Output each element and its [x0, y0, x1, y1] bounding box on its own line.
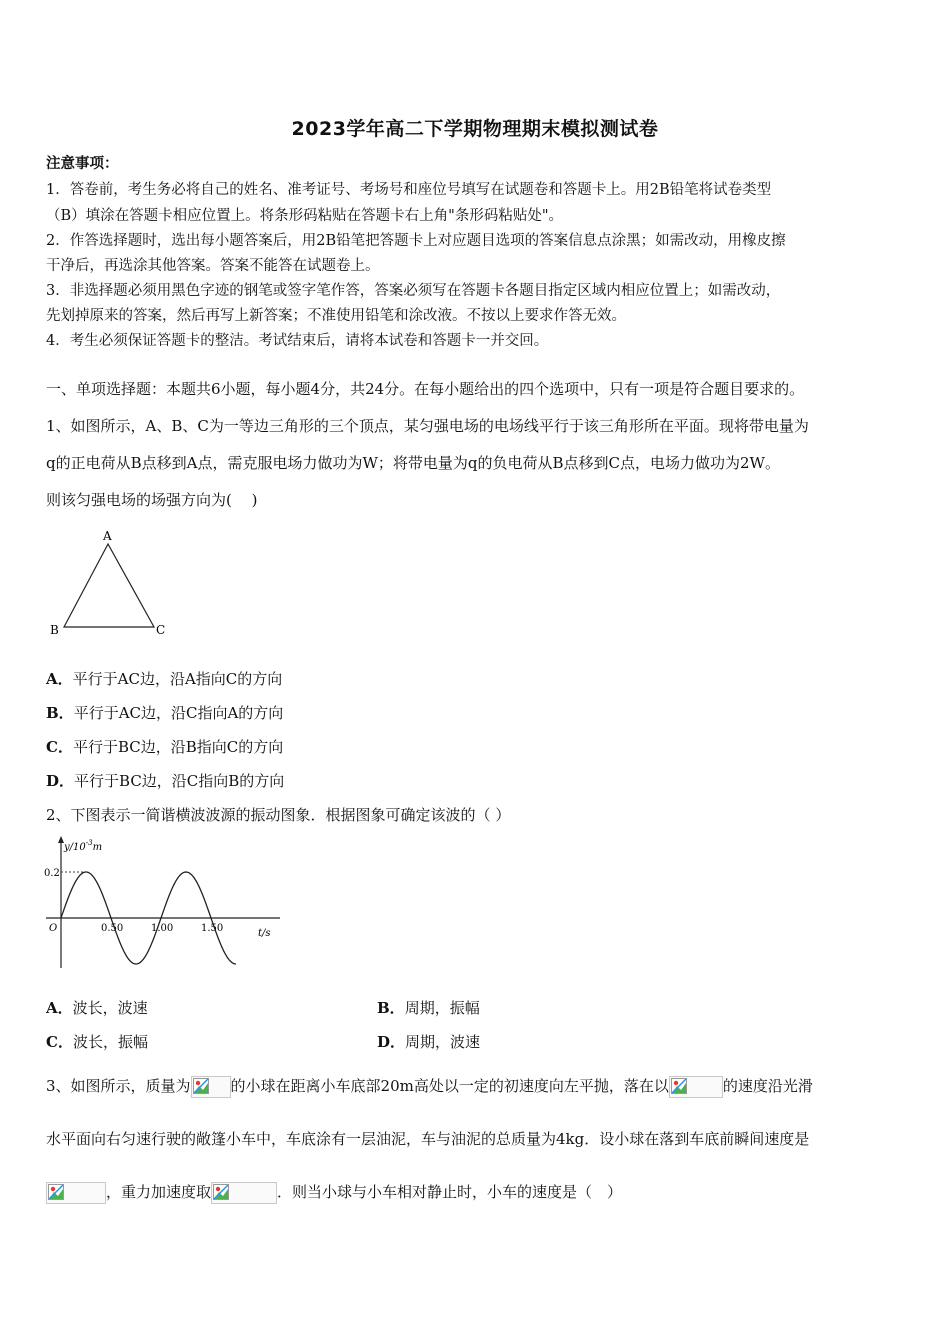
notice-line: 3．非选择题必须用黑色字迹的钢笔或签字笔作答，答案必须写在答题卡各题目指定区域内相应位置上；如需改动， [46, 283, 781, 299]
origin-label: O [49, 923, 58, 934]
q3-stem-line3: ，重力加速度取 ．则当小球与小车相对静止时，小车的速度是（ ） [46, 1174, 622, 1210]
q3-stem-line1: 3、如图所示，质量为 的小球在距离小车底部20m高处以一定的初速度向左平抛，落在以 的速度沿光滑 [46, 1068, 813, 1104]
q1-option-c: C．平行于BC边，沿B指向C的方向 [46, 738, 284, 756]
q2-option-c: C．波长，振幅 [46, 1033, 148, 1051]
q2-option-a: A．波长，波速 [46, 999, 148, 1017]
q1-stem-line3: 则该匀强电场的场强方向为( ) [46, 491, 258, 509]
q2-option-b: B．周期，振幅 [377, 999, 480, 1017]
vibration-graph [40, 830, 290, 975]
y-tick-label: 0.2 [44, 868, 60, 879]
triangle-figure [44, 526, 174, 642]
section-heading: 一、单项选择题：本题共6小题，每小题4分，共24分。在每小题给出的四个选项中，只有一项是符合题目要求的。 [46, 380, 805, 398]
vertex-label-c: C [156, 623, 166, 637]
q2-stem: 2、下图表示一简谐横波波源的振动图象．根据图象可确定该波的（ ） [46, 806, 511, 824]
broken-image-icon [211, 1182, 277, 1204]
q2-option-d: D．周期，波速 [377, 1033, 481, 1051]
q1-stem-line1: 1、如图所示，A、B、C为一等边三角形的三个顶点，某匀强电场的电场线平行于该三角形所在平面。现将带电量为 [46, 417, 809, 435]
x-tick-label: 1.50 [201, 923, 224, 934]
vertex-label-b: B [50, 623, 59, 637]
notice-line: 2．作答选择题时，选出每小题答案后，用2B铅笔把答题卡上对应题目选项的答案信息点涂黑；如需改动，用橡皮擦 [46, 233, 786, 249]
notice-heading: 注意事项： [46, 155, 119, 172]
broken-image-icon [191, 1076, 231, 1098]
q1-option-d: D．平行于BC边，沿C指向B的方向 [46, 772, 285, 790]
q1-stem-line2: q的正电荷从B点移到A点，需克服电场力做功为W；将带电量为q的负电荷从B点移到C点，电场力做功为2W。 [46, 454, 780, 472]
vertex-label-a: A [103, 529, 112, 543]
notice-line: 干净后，再选涂其他答案。答案不能答在试题卷上。 [46, 258, 380, 274]
notice-line: 1．答卷前，考生务必将自己的姓名、准考证号、考场号和座位号填写在试题卷和答题卡上。用2B铅笔将试卷类型 [46, 182, 772, 198]
y-axis-label: $y/10^{-3}m$ [64, 839, 103, 853]
q1-option-b: B．平行于AC边，沿C指向A的方向 [46, 704, 284, 722]
x-axis-label: t/s [258, 928, 271, 939]
x-tick-label: 1.00 [151, 923, 174, 934]
q1-option-a: A．平行于AC边，沿A指向C的方向 [46, 670, 283, 688]
broken-image-icon [46, 1182, 106, 1204]
q3-stem-line2: 水平面向右匀速行驶的敞篷小车中，车底涂有一层油泥，车与油泥的总质量为4kg．设小球在落到车底前瞬间速度是 [46, 1130, 810, 1148]
broken-image-icon [669, 1076, 723, 1098]
notice-line: 先划掉原来的答案，然后再写上新答案；不准使用铅笔和涂改液。不按以上要求作答无效。 [46, 308, 626, 324]
notice-line: 4．考生必须保证答题卡的整洁。考试结束后，请将本试卷和答题卡一并交回。 [46, 333, 549, 349]
x-tick-label: 0.50 [101, 923, 124, 934]
page-title: 2023学年高二下学期物理期末模拟测试卷 [291, 118, 659, 140]
notice-line: （B）填涂在答题卡相应位置上。将条形码粘贴在答题卡右上角"条形码粘贴处"。 [46, 208, 563, 224]
